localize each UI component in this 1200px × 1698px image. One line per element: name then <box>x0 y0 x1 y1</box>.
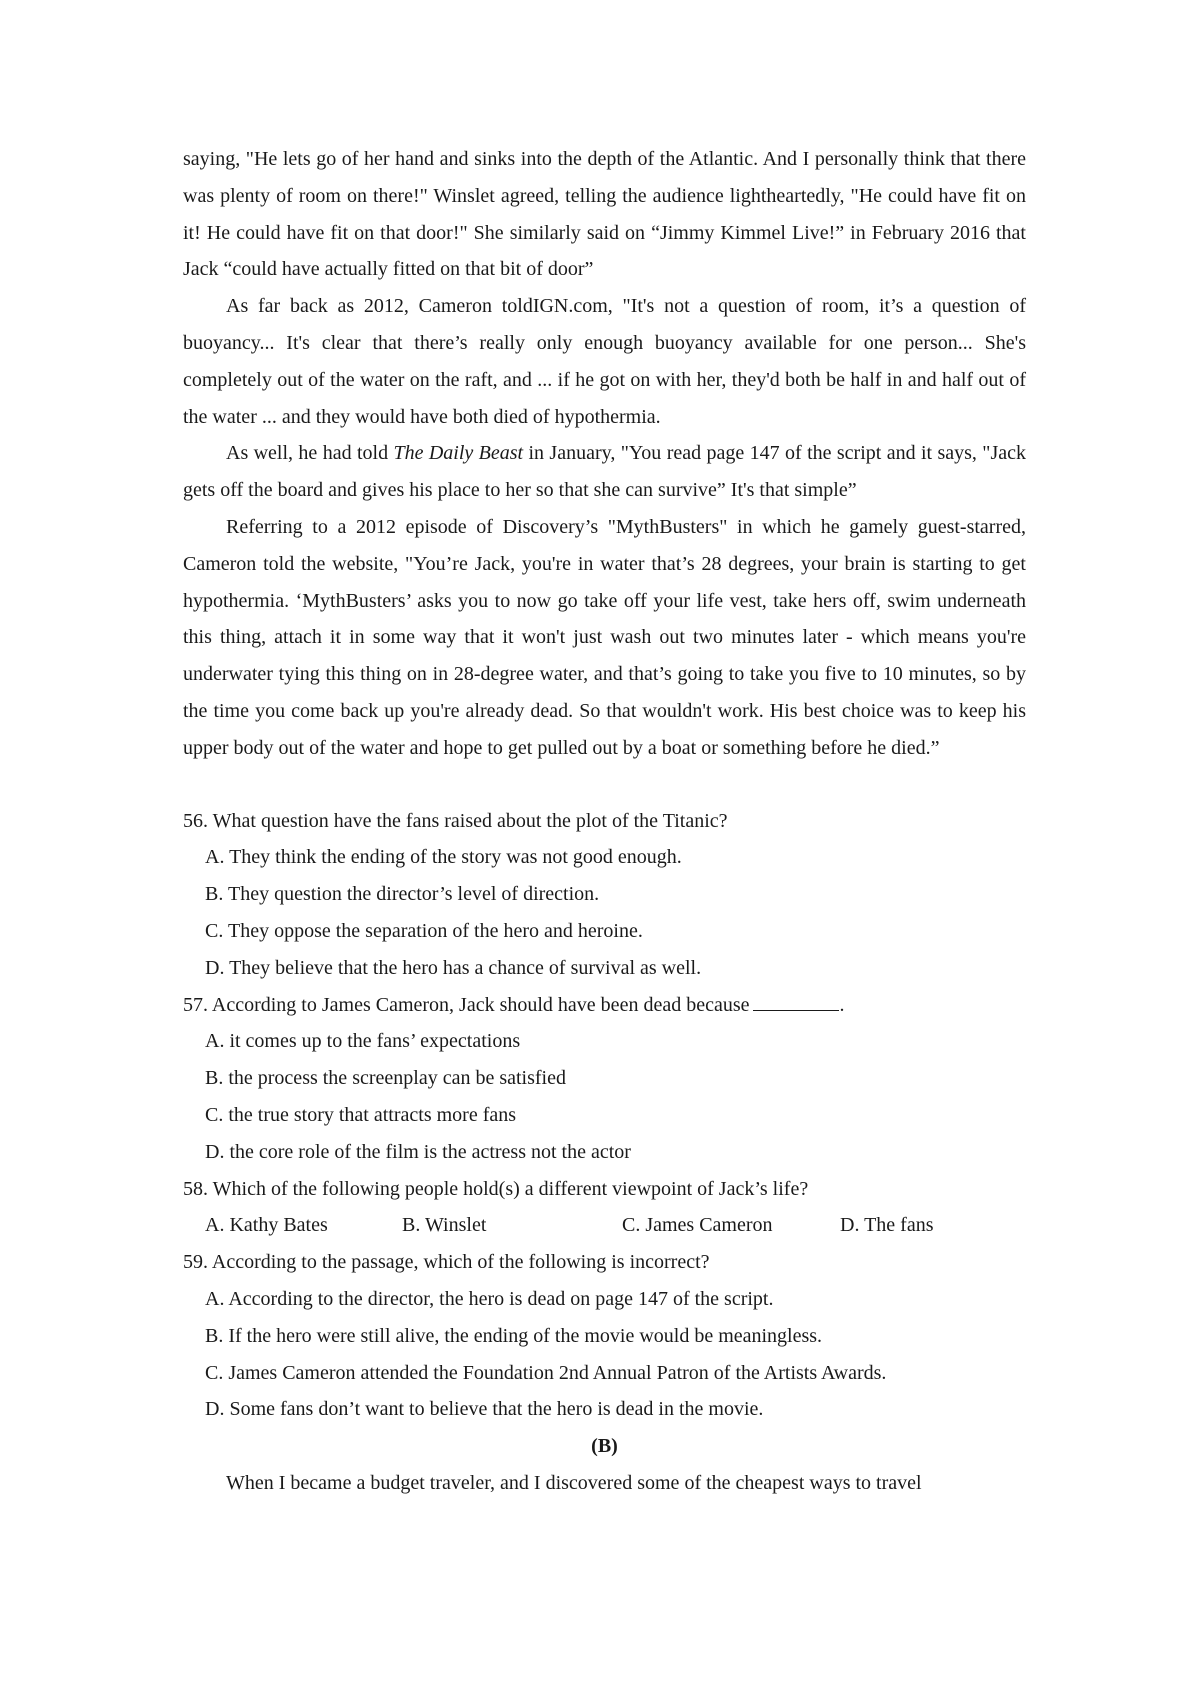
document-page <box>183 141 1026 1502</box>
option-b: B. If the hero were still alive, the ending of the movie would be meaningless. <box>205 1324 823 1347</box>
option-d: D. Some fans don’t want to believe that the hero is dead in the movie. <box>205 1398 764 1421</box>
option-b: B. They question the director’s level of direction. <box>205 883 600 906</box>
option-d: D. the core role of the film is the actress not the actor <box>205 1140 631 1163</box>
option-c: C. the true story that attracts more fans <box>205 1103 517 1126</box>
option-d: D. They believe that the hero has a chance of survival as well. <box>205 956 702 979</box>
question-57 <box>183 987 1026 1171</box>
question-stem: 58. Which of the following people hold(s) a different viewpoint of Jack’s life? <box>183 1177 809 1200</box>
section-b-title: (B) <box>591 1435 618 1458</box>
option-c: C. They oppose the separation of the hero and heroine. <box>205 919 643 942</box>
option-a: A. it comes up to the fans’ expectations <box>205 1030 521 1053</box>
option-c: C. James Cameron attended the Foundation 2nd Annual Patron of the Artists Awards. <box>205 1361 887 1384</box>
option-d: D. The fans <box>840 1214 934 1237</box>
question-58 <box>183 1171 1026 1245</box>
options-row <box>183 1207 1026 1244</box>
section-gap <box>183 767 1026 803</box>
paragraph-3-text-end: in January, "You read page 147 of the script and it says, "Jack gets off the board and gives his place to her so that she can survive” It's that simple” <box>183 442 1026 502</box>
question-56 <box>183 803 1026 987</box>
article-paragraph-1: saying, "He lets go of her hand and sinks into the depth of the Atlantic. And I personally think that there was plenty of room on there!" Winslet agreed, telling the audience lightheartedly, "He could have fit on it! He could have fit on that door!" She similarly said on “Jimmy Kimmel Live!” in February 2016 that Jack “could have actually fitted on that bit of door” <box>183 148 1026 281</box>
publication-title: The Daily Beast <box>393 442 524 465</box>
option-b: B. Winslet <box>402 1214 487 1237</box>
article-paragraph-3 <box>183 435 1026 509</box>
option-a: A. Kathy Bates <box>205 1214 328 1237</box>
option-a: A. According to the director, the hero is dead on page 147 of the script. <box>205 1287 774 1310</box>
paragraph-3-text-start: As well, he had told <box>226 442 394 465</box>
question-stem: 59. According to the passage, which of the following is incorrect? <box>183 1251 710 1274</box>
option-b: B. the process the screenplay can be satisfied <box>205 1067 566 1090</box>
question-59 <box>183 1244 1026 1428</box>
question-stem-text: 57. According to James Cameron, Jack should have been dead because <box>183 993 750 1016</box>
option-a: A. They think the ending of the story was not good enough. <box>205 846 682 869</box>
article-paragraph-2: As far back as 2012, Cameron toldIGN.com, "It's not a question of room, it’s a question of buoyancy... It's clear that there’s really only enough buoyancy available for one person... She's completely out of the water on the raft, and ... if he got on with her, they'd both be half in and half out of the water ... and they would have both died of hypothermia. <box>183 295 1026 428</box>
question-stem <box>183 987 1026 1024</box>
question-stem: 56. What question have the fans raised about the plot of the Titanic? <box>183 809 728 832</box>
section-b-paragraph: When I became a budget traveler, and I discovered some of the cheapest ways to travel <box>226 1471 922 1494</box>
article-paragraph-4: Referring to a 2012 episode of Discovery’s "MythBusters" in which he gamely guest-starred, Cameron told the website, "You’re Jack, you're in water that’s 28 degrees, your brain is starting to get hypothermia. ‘MythBusters’ asks you to now go take off your life vest, take hers off, swim underneath this thing, attach it in some way that it won't just wash out two minutes later - which means you're underwater tying this thing on in 28-degree water, and that’s going to take you five to 10 minutes, so by the time you come back up you're already dead. So that wouldn't work. His best choice was to keep his upper body out of the water and hope to get pulled out by a boat or something before he died.” <box>183 515 1026 759</box>
question-stem-end: . <box>839 993 845 1016</box>
answer-blank <box>753 992 839 1011</box>
option-c: C. James Cameron <box>622 1214 773 1237</box>
